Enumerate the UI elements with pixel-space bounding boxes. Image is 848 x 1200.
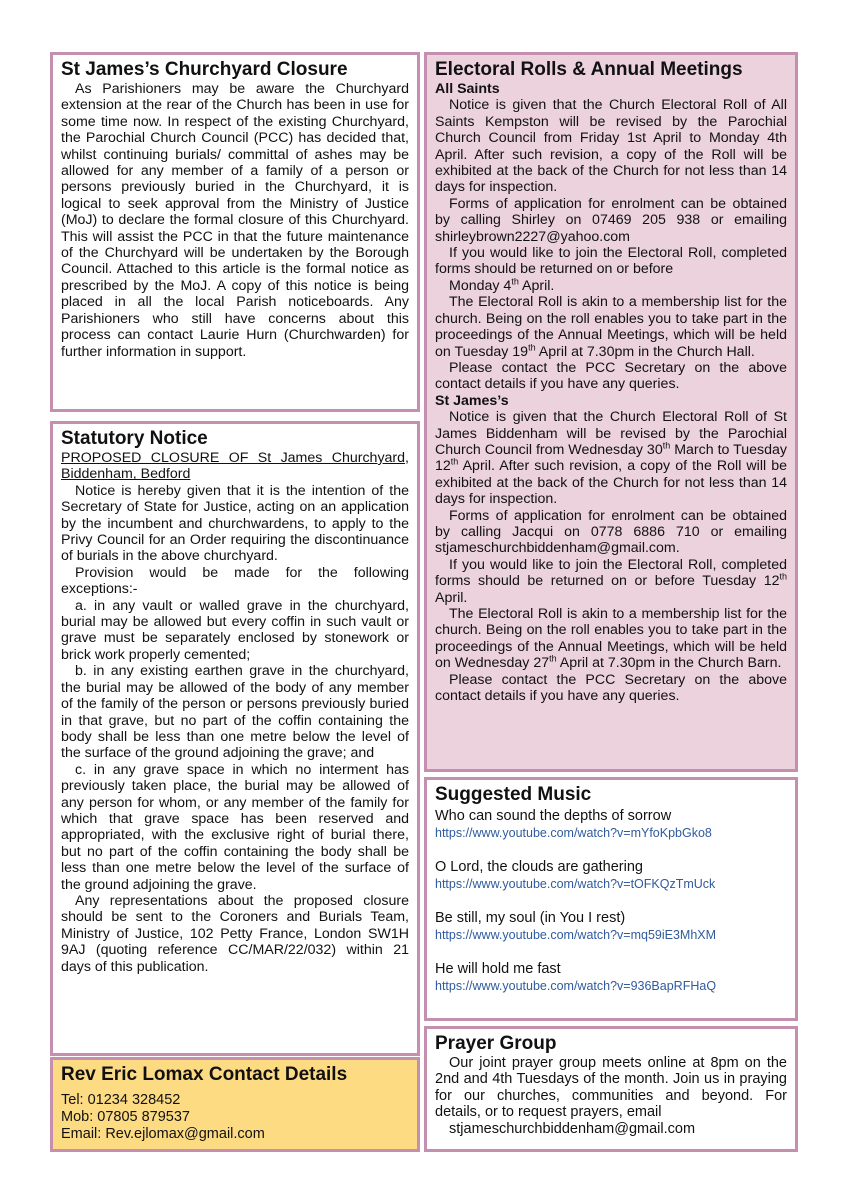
suggested-music-panel bbox=[424, 777, 798, 1021]
contact-details-title: Rev Eric Lomax Contact Details bbox=[61, 1064, 348, 1085]
statutory-notice-body bbox=[61, 450, 409, 975]
all-saints-deadline: Monday 4th April. bbox=[449, 276, 555, 294]
prayer-group-email[interactable]: stjameschurchbiddenham@gmail.com bbox=[449, 1120, 696, 1137]
contact-details-panel bbox=[50, 1057, 420, 1152]
churchyard-closure-title: St James’s Churchyard Closure bbox=[61, 59, 348, 80]
statutory-notice-intent: Notice is hereby given that it is the intention of the Secretary of State for Justice, acting on an application by the incumbent and churchwardens, to apply to the Privy Council for an Order requiring the discontinuance of burials in the above churchyard. bbox=[61, 482, 409, 565]
electoral-all-saints-section bbox=[435, 81, 787, 393]
electoral-rolls-title: Electoral Rolls & Annual Meetings bbox=[435, 59, 743, 80]
statutory-notice-title: Statutory Notice bbox=[61, 428, 208, 449]
contact-tel: Tel: 01234 328452 bbox=[61, 1092, 181, 1108]
song-link[interactable]: https://www.youtube.com/watch?v=mYfoKpbGko8 bbox=[435, 826, 712, 840]
st-james-heading: St James’s bbox=[435, 392, 509, 409]
song-item bbox=[435, 808, 787, 841]
song-title: He will hold me fast bbox=[435, 961, 561, 977]
churchyard-closure-paragraph: As Parishioners may be aware the Churchyard extension at the rear of the Church has been in use for some time now. In respect of the existing Churchyard, the Parochial Church Council (PCC) has decided that, whilst continuing burials/ committal of ashes may be allowed for any member of a family of a person or persons previously buried in the Churchyard, it is logical to seek approval from the Ministry of Justice (MoJ) to declare the formal closure of this Churchyard. This will assist the PCC in that the future maintenance of the Churchyard will be undertaken by the Borough Council. Attached to this article is the formal notice as prescribed by the MoJ. A copy of this notice is being placed in all the local Parish noticeboards. Any Parishioners who still have concerns about this process can contact Laurie Hurn (Churchwarden) for further information in support. bbox=[61, 81, 409, 360]
statutory-notice-panel bbox=[50, 421, 420, 1056]
prayer-group-title: Prayer Group bbox=[435, 1033, 557, 1054]
all-saints-membership: The Electoral Roll is akin to a membership list for the church. Being on the roll enables you to take part in the proceedings of the Annual Meetings, which will be held on Tuesday 19th April at 7.30pm in the Church Hall. bbox=[435, 294, 787, 360]
song-link[interactable]: https://www.youtube.com/watch?v=936BapRFHaQ bbox=[435, 979, 717, 993]
contact-mob: Mob: 07805 879537 bbox=[61, 1109, 190, 1125]
all-saints-join: If you would like to join the Electoral Roll, completed forms should be returned on or before bbox=[435, 245, 787, 278]
churchyard-closure-body bbox=[61, 81, 409, 360]
electoral-rolls-panel bbox=[424, 52, 798, 772]
statutory-notice-provision: Provision would be made for the following exceptions:- bbox=[61, 564, 409, 598]
all-saints-forms: Forms of application for enrolment can be obtained by calling Shirley on 07469 205 938 or emailing shirleybrown2227@yahoo.com bbox=[435, 195, 787, 245]
all-saints-heading: All Saints bbox=[435, 81, 500, 97]
st-james-contact: Please contact the PCC Secretary on the above contact details if you have any queries. bbox=[435, 671, 787, 705]
song-item bbox=[435, 859, 787, 892]
song-title: Be still, my soul (in You I rest) bbox=[435, 910, 626, 926]
st-james-notice: Notice is given that the Church Electoral Roll of St James Biddenham will be revised by the Parochial Church Council from Wednesday 30th March to Tuesday 12th April. After such revision, a copy of the Roll will be exhibited at the back of the Church for not less than 14 days for inspection. bbox=[435, 409, 787, 508]
churchyard-closure-panel bbox=[50, 52, 420, 412]
all-saints-notice: Notice is given that the Church Electoral Roll of All Saints Kempston will be revised by the Parochial Church Council from Friday 1st April to Monday 4th April. After such revision, a copy of the Roll will be exhibited at the back of the Church for not less than 14 days for inspection. bbox=[435, 97, 787, 196]
song-link[interactable]: https://www.youtube.com/watch?v=mq59iE3MhXM bbox=[435, 928, 717, 942]
song-item bbox=[435, 910, 787, 943]
song-title: O Lord, the clouds are gathering bbox=[435, 859, 643, 875]
st-james-join: If you would like to join the Electoral Roll, completed forms should be returned on or before Tuesday 12th April. bbox=[435, 556, 787, 606]
prayer-group-paragraph: Our joint prayer group meets online at 8pm on the 2nd and 4th Tuesdays of the month. Join us in praying for our churches, communities and beyond. For details, or to request prayers, email bbox=[435, 1055, 787, 1121]
st-james-membership: The Electoral Roll is akin to a membership list for the church. Being on the roll enables you to take part in the proceedings of the Annual Meetings, which will be held on Wednesday 27th April at 7.30pm in the Church Barn. bbox=[435, 606, 787, 672]
statutory-notice-representations: Any representations about the proposed closure should be sent to the Coroners and Burials Team, Ministry of Justice, 102 Petty France, London SW1H 9AJ (quoting reference CC/MAR/22/032) within 21 days of this publication. bbox=[61, 892, 409, 975]
all-saints-contact: Please contact the PCC Secretary on the above contact details if you have any queries. bbox=[435, 359, 787, 393]
statutory-notice-heading: PROPOSED CLOSURE OF St James Churchyard, Biddenham, Bedford bbox=[61, 450, 409, 483]
song-link[interactable]: https://www.youtube.com/watch?v=tOFKQzTmUck bbox=[435, 877, 716, 891]
suggested-music-title: Suggested Music bbox=[435, 784, 592, 805]
song-item bbox=[435, 961, 787, 994]
st-james-forms: Forms of application for enrolment can be obtained by calling Jacqui on 0778 6886 710 or emailing stjameschurchbiddenham@gmail.com. bbox=[435, 507, 787, 557]
statutory-exception-c: c. in any grave space in which no interment has previously taken place, the burial may be allowed of any person for whom, or any member of the family for which that grave space has been reserved and appropriated, with the exclusive right of burial there, but no part of the coffin containing the body shall be less than one metre below the level of the surface of the ground adjoining the grave. bbox=[61, 761, 409, 893]
prayer-group-panel bbox=[424, 1026, 798, 1152]
prayer-group-body bbox=[435, 1055, 787, 1137]
statutory-exception-a: a. in any vault or walled grave in the churchyard, burial may be allowed but every coffin in such vault or grave must be separately enclosed by stonework or brick work properly cemented; bbox=[61, 597, 409, 663]
song-title: Who can sound the depths of sorrow bbox=[435, 808, 672, 824]
electoral-st-james-section bbox=[435, 393, 787, 705]
statutory-exception-b: b. in any existing earthen grave in the churchyard, the burial may be allowed of the body of any member of the family of the person or persons previously buried in that grave, but no part of the coffin containing the body shall be less than one metre below the level of the surface of the ground adjoining the grave; and bbox=[61, 663, 409, 762]
contact-email[interactable]: Email: Rev.ejlomax@gmail.com bbox=[61, 1126, 265, 1142]
